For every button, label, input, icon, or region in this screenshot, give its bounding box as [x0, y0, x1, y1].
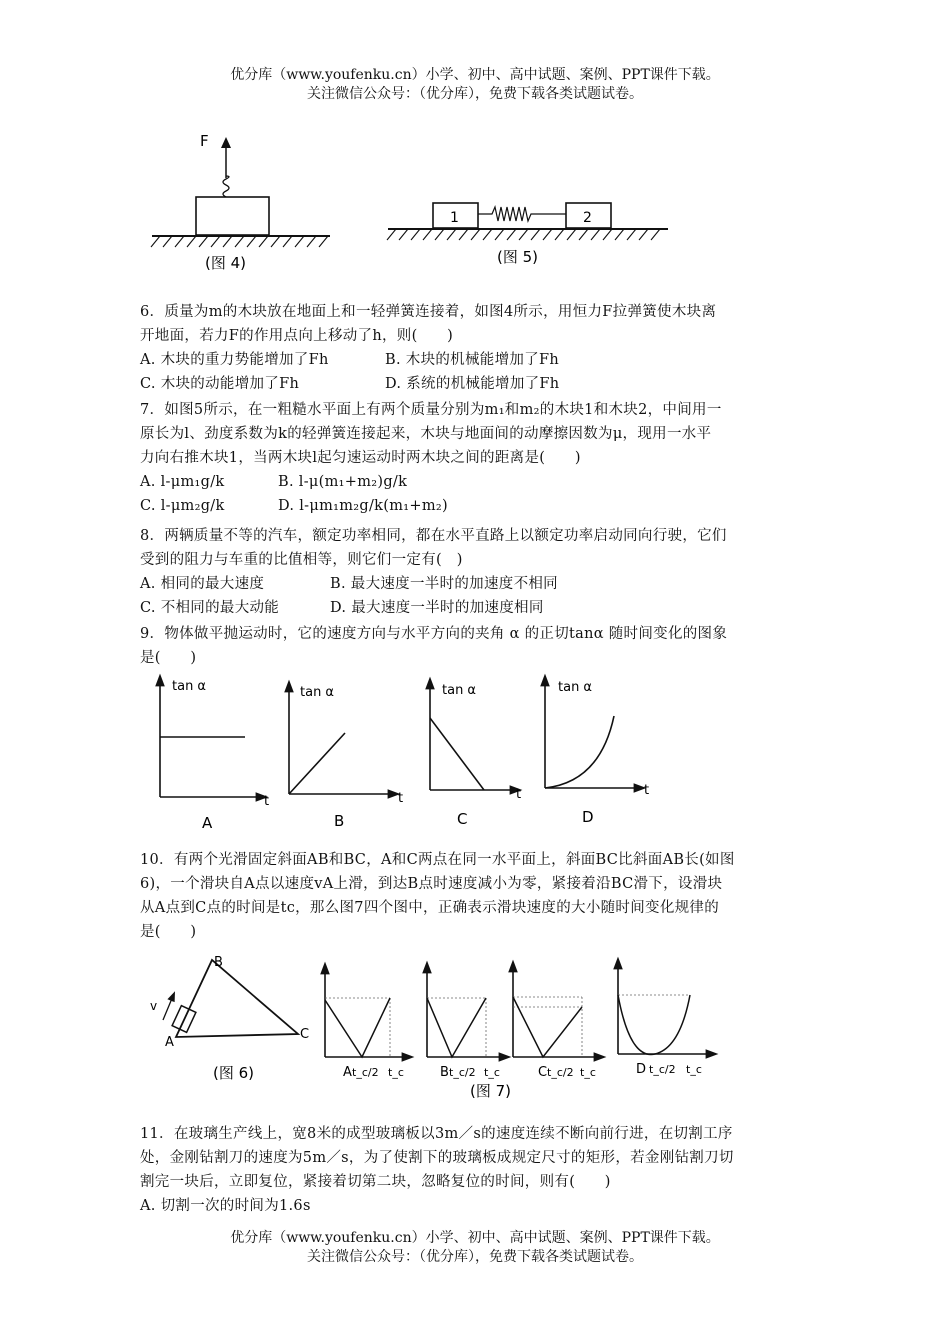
point-b-label: B: [214, 955, 223, 970]
y-axis-label: tan α: [300, 685, 335, 700]
option-a: A. 相同的最大速度: [140, 576, 265, 592]
header-line-2: 关注微信公众号：（优分库），免费下载各类试题试卷。: [307, 86, 643, 102]
question-11-line-1: 11．在玻璃生产线上，宽8米的成型玻璃板以3m／s的速度连续不断向前行进，在切割工序: [140, 1126, 733, 1142]
question-8-line-2: 受到的阻力与车重的比值相等，则它们一定有( ): [140, 552, 463, 568]
question-11-line-3: 割完一块后，立即复位，紧接着切第二块，忽略复位的时间，则有( ): [140, 1174, 611, 1190]
tc-label: t_c: [580, 1066, 596, 1079]
x-axis-label: t: [264, 794, 270, 809]
option-c: C. 木块的动能增加了Fh: [140, 376, 300, 392]
x-axis-label: t: [644, 783, 650, 798]
point-a-label: A: [165, 1035, 174, 1050]
force-label: F: [200, 132, 209, 150]
velocity-label: v: [150, 999, 158, 1013]
question-11: [140, 1122, 812, 1218]
footer-line-2: 关注微信公众号：（优分库），免费下载各类试题试卷。: [307, 1249, 643, 1265]
point-c-label: C: [300, 1027, 310, 1042]
tc-label: t_c: [686, 1063, 702, 1076]
question-10-line-4: 是( ): [140, 924, 197, 940]
question-9-line-1: 9．物体做平抛运动时，它的速度方向与水平方向的夹角 α 的正切tanα 随时间变化的图象: [140, 626, 728, 642]
question-10-line-2: 6)，一个滑块自A点以速度vA上滑，到达B点时速度减小为零，紧接着沿BC滑下，设滑块: [140, 876, 723, 892]
figure-6: [150, 955, 309, 1082]
option-d-label: D: [636, 1062, 647, 1077]
question-7-line-3: 力向右推木块1，当两木块l起匀速运动时两木块之间的距离是( ): [140, 450, 581, 466]
option-a: A. 木块的重力势能增加了Fh: [140, 352, 329, 368]
option-b: B. 最大速度一半时的加速度不相同: [330, 576, 558, 592]
fig7-graph-b: [427, 967, 505, 1080]
half-tc-label: t_c/2: [649, 1063, 676, 1076]
velocity-curve: [325, 998, 390, 1057]
question-11-option-a: A. 切割一次的时间为1.6s: [140, 1198, 311, 1214]
page-footer: [0, 1229, 950, 1267]
question-10-line-3: 从A点到C点的时间是tc，那么图7四个图中，正确表示滑块速度的大小随时间变化规律的: [140, 900, 720, 916]
option-d: D. 系统的机械能增加了Fh: [385, 376, 560, 392]
option-d: D. l-μm₁m₂g/k(m₁+m₂): [278, 498, 448, 514]
graph-b-label: B: [334, 812, 345, 830]
question-9-line-2: 是( ): [140, 650, 197, 666]
velocity-curve: [618, 995, 690, 1055]
figure-5-caption: (图 5): [497, 248, 539, 266]
figure-6-caption: (图 6): [213, 1064, 255, 1082]
question-6-line-2: 开地面，若力F的作用点向上移动了h，则( ): [140, 328, 454, 344]
question-8-line-1: 8．两辆质量不等的汽车，额定功率相同，都在水平直路上以额定功率启动同向行驶，它们: [140, 528, 727, 544]
option-a: A. l-μm₁g/k: [140, 474, 225, 490]
question-6-line-1: 6．质量为m的木块放在地面上和一轻弹簧连接着，如图4所示，用恒力F拉弹簧使木块离: [140, 304, 717, 320]
x-axis-label: t: [398, 791, 404, 806]
question-7-line-2: 原长为l、劲度系数为k的轻弹簧连接起来，木块与地面间的动摩擦因数为μ，现用一水平: [140, 426, 712, 442]
half-tc-label: t_c/2: [352, 1066, 379, 1079]
graph-a-label: A: [202, 814, 213, 832]
tc-label: t_c: [484, 1066, 500, 1079]
option-b: B. l-μ(m₁+m₂)g/k: [278, 474, 408, 490]
question-11-line-2: 处，金刚钻割刀的速度为5m／s，为了使割下的玻璃板成规定尺寸的矩形，若金刚钻割刀切: [140, 1150, 734, 1166]
graph-c-label: C: [457, 810, 468, 828]
header-line-1: 优分库（www.youfenku.cn）小学、初中、高中试题、案例、PPT课件下载。: [230, 67, 720, 83]
y-axis-label: tan α: [558, 680, 593, 695]
option-b: B. 木块的机械能增加了Fh: [385, 352, 559, 368]
half-tc-label: t_c/2: [449, 1066, 476, 1079]
x-axis-label: t: [516, 787, 522, 802]
fig7-graph-a: [325, 968, 408, 1080]
half-tc-label: t_c/2: [547, 1066, 574, 1079]
fig7-graph-d: [618, 963, 712, 1077]
block-1-label: 1: [450, 210, 459, 226]
block-2-label: 2: [583, 210, 592, 226]
footer-line-1: 优分库（www.youfenku.cn）小学、初中、高中试题、案例、PPT课件下载。: [230, 1230, 720, 1246]
velocity-curve: [427, 998, 486, 1057]
incline-triangle: [176, 960, 298, 1037]
figure-7-caption: (图 7): [470, 1082, 512, 1100]
tc-label: t_c: [388, 1066, 404, 1079]
option-c-label: C: [538, 1065, 548, 1080]
option-c: C. 不相同的最大动能: [140, 600, 280, 616]
option-a-label: A: [343, 1065, 352, 1080]
graph-d-label: D: [582, 808, 594, 826]
fig7-graph-c: [513, 966, 600, 1080]
velocity-curve: [513, 997, 582, 1057]
question-7-line-1: 7．如图5所示，在一粗糙水平面上有两个质量分别为m₁和m₂的木块1和木块2，中间用一: [140, 402, 722, 418]
figure-4-caption: (图 4): [205, 254, 247, 272]
option-c: C. l-μm₂g/k: [140, 498, 225, 514]
option-d: D. 最大速度一半时的加速度相同: [330, 600, 544, 616]
question-10-line-1: 10．有两个光滑固定斜面AB和BC，A和C两点在同一水平面上，斜面BC比斜面AB长(如图: [140, 852, 735, 868]
option-b-label: B: [440, 1065, 449, 1080]
y-axis-label: tan α: [442, 683, 477, 698]
y-axis-label: tan α: [172, 679, 207, 694]
